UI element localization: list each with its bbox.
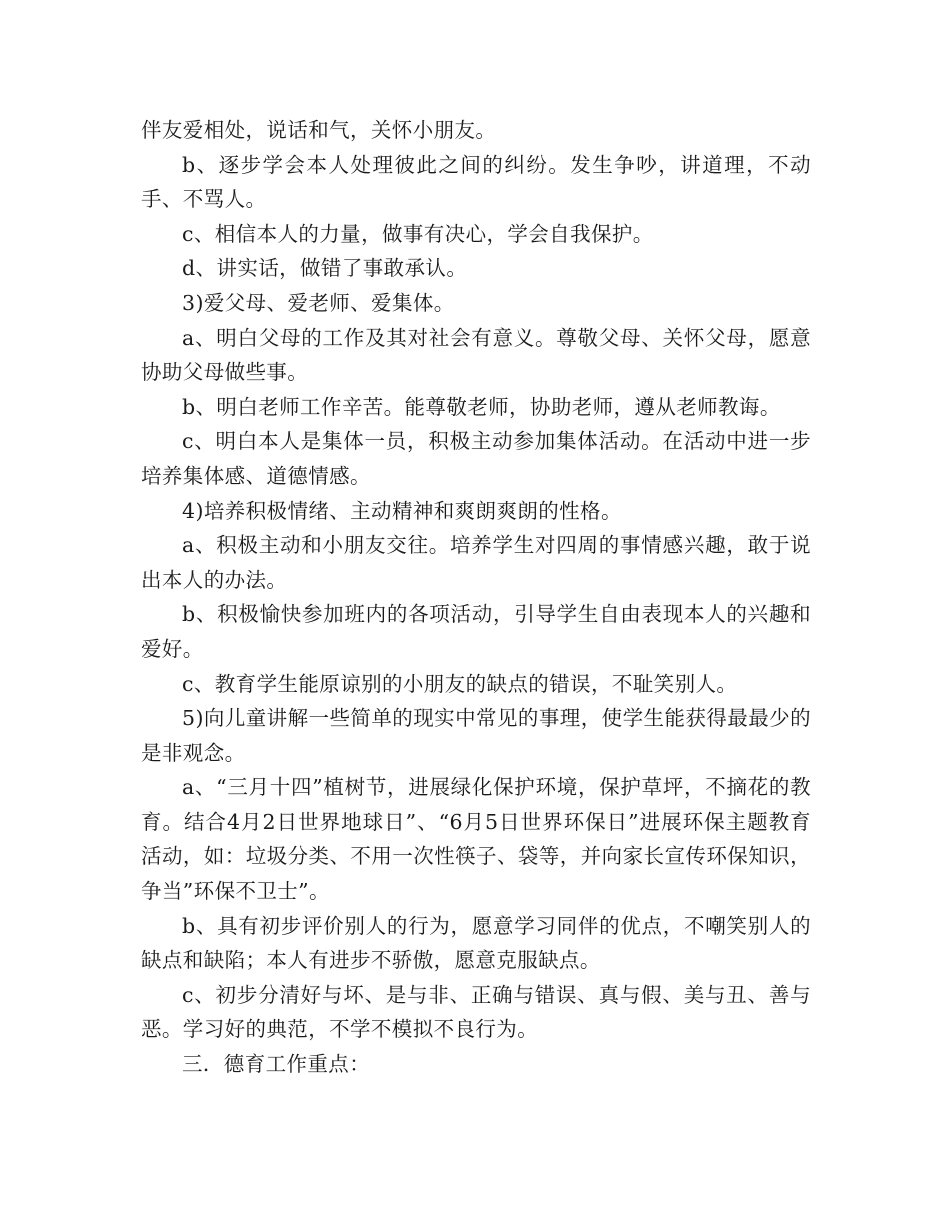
document-body [141, 113, 811, 1082]
paragraph-item-c-distinguish: c、初步分清好与坏、是与非、正确与错误、真与假、美与丑、善与恶。学习好的典范，不学不模拟不良行为。 [141, 982, 811, 1042]
paragraph-continuation: 伴友爱相处，说话和气，关怀小朋友。 [141, 118, 497, 142]
paragraph-item-d-honesty: d、讲实话，做错了事敢承认。 [182, 256, 468, 281]
paragraph-item-a-interaction: a、积极主动和小朋友交往。培养学生对四周的事情感兴趣，敢于说出本人的办法。 [141, 533, 811, 592]
paragraph-item-c-confidence: c、相信本人的力量，做事有决心，学会自我保护。 [182, 221, 654, 246]
paragraph-item-c-collective: c、明白本人是集体一员，积极主动参加集体活动。在活动中进一步培养集体感、道德情感。 [141, 429, 811, 488]
paragraph-item-b-activities: b、积极愉快参加班内的各项活动，引导学生自由表现本人的兴趣和爱好。 [141, 602, 811, 661]
paragraph-item-a-parents: a、明白父母的工作及其对社会有意义。尊敬父母、关怀父母，愿意协助父母做些事。 [141, 325, 811, 385]
paragraph-item-b-evaluation: b、具有初步评价别人的行为，愿意学习同伴的优点，不嘲笑别人的缺点和缺陷；本人有进步不骄傲，愿意克服缺点。 [141, 913, 811, 973]
paragraph-item-b-teachers: b、明白老师工作辛苦。能尊敬老师，协助老师，遵从老师教诲。 [182, 394, 781, 419]
paragraph-item-b-disputes: b、逐步学会本人处理彼此之间的纠纷。发生争吵，讲道理，不动手、不骂人。 [141, 152, 811, 212]
section-heading-three: 三．德育工作重点： [182, 1052, 371, 1077]
section-heading-3: 3)爱父母、爱老师、爱集体。 [182, 290, 455, 315]
section-heading-5: 5)向儿童讲解一些简单的现实中常见的事理，使学生能获得最最少的是非观念。 [141, 706, 811, 765]
section-heading-4: 4)培养积极情绪、主动精神和爽朗爽朗的性格。 [182, 498, 622, 523]
paragraph-item-c-forgiveness: c、教育学生能原谅别的小朋友的缺点的错误，不耻笑别人。 [182, 671, 738, 696]
paragraph-item-a-environment: a、“三月十四”植树节，进展绿化保护环境，保护草坪，不摘花的教育。结合4月2日世界地球日”、“6月5日世界环保日”进展环保主题教育活动，如：垃圾分类、不用一次性筷子、袋等，并向家长宣传环保知识，争当”环保不卫士”。 [141, 775, 811, 904]
